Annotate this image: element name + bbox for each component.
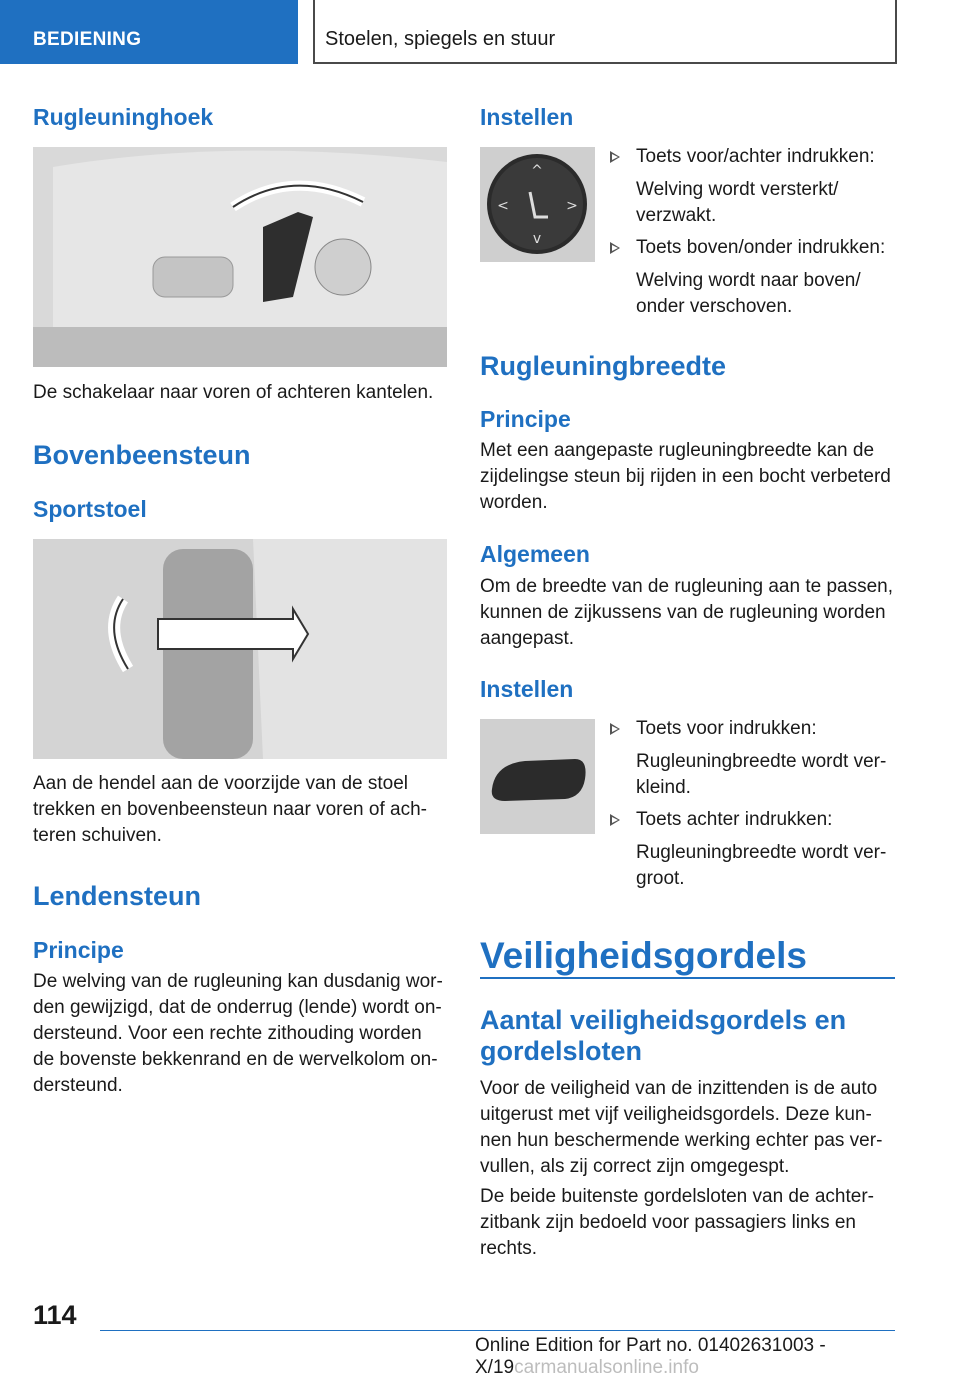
caption-rugleuninghoek: De schakelaar naar voren of achteren kantelen. [33,382,434,403]
algemeen-line-3: aangepast. [480,628,575,649]
bullet-triangle-icon [610,723,620,735]
heading-bovenbeensteun: Bovenbeensteun [33,440,251,470]
heading-lendensteun: Lendensteun [33,881,202,911]
instellen1-bullet-2-line-a: Welving wordt naar boven/ [636,270,861,291]
svg-text:v: v [532,231,542,247]
heading-rugleuninghoek: Rugleuninghoek [33,104,214,130]
principe-line-1: Met een aangepaste rugleuningbreedte kan de [480,440,875,461]
lumbar-button-image [480,147,595,262]
lumbar-button-illustration [480,147,595,262]
svg-text:>: > [566,198,578,214]
lendensteun-line-3: dersteund. Voor een rechte zithouding worden [33,1023,422,1044]
instellen1-bullet-2-line-b: onder verschoven. [636,296,793,317]
thigh-support-illustration [33,539,447,759]
footer-edition-text: Online Edition for Part no. 01402631003 - X/19 [475,1335,826,1378]
heading-instellen-1: Instellen [480,104,574,130]
bullet-triangle-icon [610,242,620,254]
instellen2-bullet-1-line-a: Rugleuningbreedte wordt ver- [636,751,887,772]
subheading-aantal-line-1: Aantal veiligheidsgordels en [480,1005,847,1035]
heading-veiligheidsgordels: Veiligheidsgordels [480,935,807,976]
subheading-principe-left: Principe [33,937,124,963]
veiligheid-p1-line-2: uitgerust met vijf veiligheidsgordels. Deze kun- [480,1104,872,1125]
subheading-algemeen: Algemeen [480,541,590,567]
width-button-illustration [480,719,595,834]
thigh-support-image [33,539,447,759]
caption-bovenbeensteun-2: trekken en bovenbeensteun naar voren of ach- [33,799,427,820]
veiligheid-p2-line-1: De beide buitenste gordelsloten van de achter- [480,1186,874,1207]
lendensteun-line-5: dersteund. [33,1075,123,1096]
svg-text:<: < [497,198,509,214]
seat-switch-image [33,147,447,367]
chapter-label: Stoelen, spiegels en stuur [325,28,556,50]
lendensteun-line-2: den gewijzigd, dat de onderrug (lende) wordt on- [33,997,442,1018]
caption-bovenbeensteun-3: teren schuiven. [33,825,162,846]
principe-line-3: worden. [480,492,548,513]
heading-instellen-2: Instellen [480,676,574,702]
veiligheid-p1-line-1: Voor de veiligheid van de inzittenden is de auto [480,1078,878,1099]
veiligheid-p1-line-3: nen hun beschermende werking echter pas ver- [480,1130,883,1151]
instellen1-bullet-1-line-a: Welving wordt versterkt/ [636,179,839,200]
instellen1-bullet-1: Toets voor/achter indrukken: [636,146,875,167]
lendensteun-line-4: de bovenste bekkenrand en de wervelkolom on- [33,1049,438,1070]
bullet-triangle-icon [610,151,620,163]
algemeen-line-2: kunnen de zijkussens van de rugleuning worden [480,602,886,623]
instellen2-bullet-2-line-b: groot. [636,868,685,889]
section-tab[interactable] [0,0,298,64]
seat-switch-illustration [33,147,447,367]
veiligheid-p2-line-3: rechts. [480,1238,538,1259]
section-rule [480,977,895,979]
page-number: 114 [33,1300,77,1330]
page-header [0,0,960,64]
heading-rugleuningbreedte: Rugleuningbreedte [480,351,727,381]
footer-watermark[interactable]: carmanualsonline.info [514,1357,699,1378]
instellen2-bullet-1: Toets voor indrukken: [636,718,817,739]
section-label: BEDIENING [33,29,142,50]
veiligheid-p2-line-2: zitbank zijn bedoeld voor passagiers links en [480,1212,856,1233]
footer-edition [475,1335,960,1379]
instellen2-bullet-1-line-b: kleind. [636,777,691,798]
width-button-image [480,719,595,834]
instellen2-bullet-2: Toets achter indrukken: [636,809,833,830]
svg-text:^: ^ [531,163,543,179]
chapter-tab[interactable] [313,0,897,64]
lendensteun-line-1: De welving van de rugleuning kan dusdanig wor- [33,971,443,992]
instellen2-bullet-2-line-a: Rugleuningbreedte wordt ver- [636,842,887,863]
principe-line-2: zijdelingse steun bij rijden in een bocht verbeterd [480,466,891,487]
instellen1-bullet-1-line-b: verzwakt. [636,205,717,226]
subheading-aantal-line-2: gordelsloten [480,1036,643,1066]
subheading-principe-right: Principe [480,406,571,432]
instellen1-bullet-2: Toets boven/onder indrukken: [636,237,886,258]
veiligheid-p1-line-4: vullen, als zij correct zijn omgegespt. [480,1156,790,1177]
caption-bovenbeensteun-1: Aan de hendel aan de voorzijde van de stoel [33,773,408,794]
algemeen-line-1: Om de breedte van de rugleuning aan te passen, [480,576,894,597]
footer-rule [100,1330,895,1331]
bullet-triangle-icon [610,814,620,826]
subheading-sportstoel: Sportstoel [33,496,147,522]
